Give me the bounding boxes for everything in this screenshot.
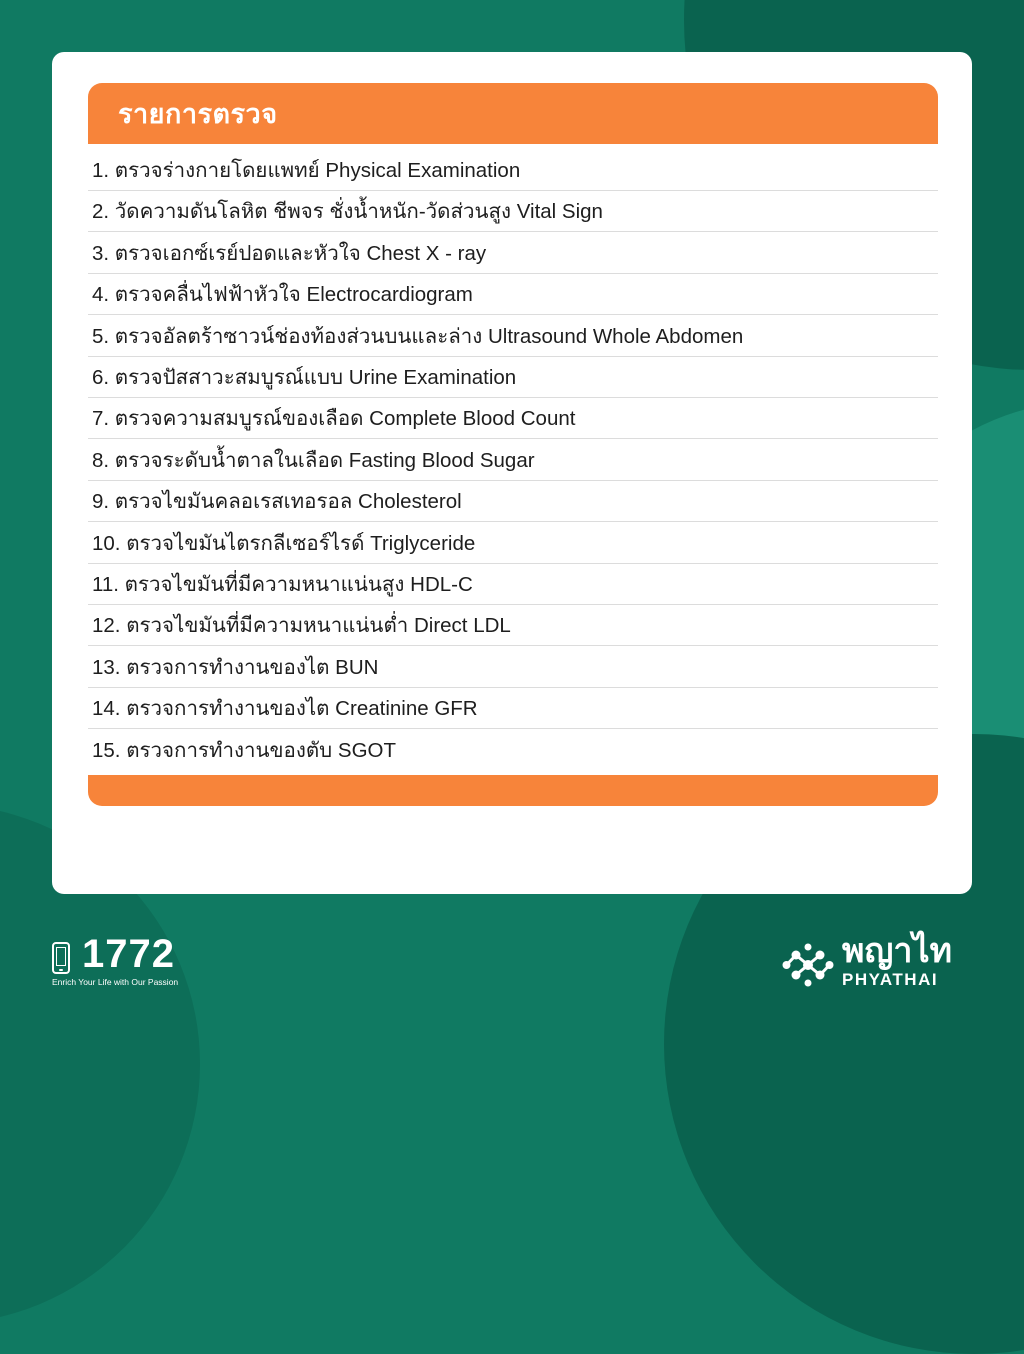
exam-list-card [52,52,972,894]
exam-item-text: 6. ตรวจปัสสาวะสมบูรณ์แบบ Urine Examination [92,365,517,389]
exam-item-text: 11. ตรวจไขมันที่มีความหนาแน่นสูง HDL-C [92,572,473,596]
exam-item-text: 3. ตรวจเอกซ์เรย์ปอดและหัวใจ Chest X - ray [92,241,487,265]
exam-item [88,482,938,522]
exam-item [88,234,938,274]
exam-item [88,399,938,439]
card-footer-bar [88,775,938,806]
exam-item [88,689,938,729]
exam-item-text: 9. ตรวจไขมันคลอเรสเทอรอล Cholesterol [92,490,462,514]
exam-item [88,606,938,646]
exam-item [88,524,938,564]
exam-item [88,358,938,398]
exam-item-text: 14. ตรวจการทำงานของไต Creatinine GFR [92,697,478,721]
exam-item [88,730,938,770]
phone-icon [52,942,70,974]
exam-item-text: 1. ตรวจร่างกายโดยแพทย์ Physical Examination [92,159,521,182]
exam-item-text: 12. ตรวจไขมันที่มีความหนาแน่นต่ำ Direct LDL [92,614,511,638]
exam-item [88,151,938,191]
card-header [88,83,938,144]
brand-name-english: PHYATHAI [842,970,939,989]
brand-logo [782,932,982,996]
exam-item [88,275,938,315]
exam-item [88,317,938,357]
exam-item-text: 13. ตรวจการทำงานของไต BUN [92,655,379,679]
exam-item [88,441,938,481]
exam-item-text: 7. ตรวจความสมบูรณ์ของเลือด Complete Blood Count [92,407,576,431]
exam-item-text: 2. วัดความดันโลหิต ชีพจร ชั่งน้ำหนัก-วัดส่วนสูง Vital Sign [92,200,603,224]
exam-item-text: 5. ตรวจอัลตร้าซาวน์ช่องท้องส่วนบนและล่าง Ultrasound Whole Abdomen [92,324,744,348]
hotline-number: 1772 [82,932,175,976]
exam-item-text: 10. ตรวจไขมันไตรกลีเซอร์ไรด์ Triglyceride [92,531,476,555]
exam-list [88,151,938,772]
card-title: รายการตรวจ [118,99,278,129]
phyathai-logo-icon [782,942,834,988]
hotline-tagline: Enrich Your Life with Our Passion [52,977,179,987]
exam-item-text: 15. ตรวจการทำงานของตับ SGOT [92,738,396,762]
exam-item [88,192,938,232]
brand-name-thai: พญาไท [842,932,952,970]
exam-item [88,648,938,688]
exam-item [88,565,938,605]
exam-item-text: 8. ตรวจระดับน้ำตาลในเลือด Fasting Blood Sugar [92,448,535,472]
exam-item-text: 4. ตรวจคลื่นไฟฟ้าหัวใจ Electrocardiogram [92,283,473,307]
